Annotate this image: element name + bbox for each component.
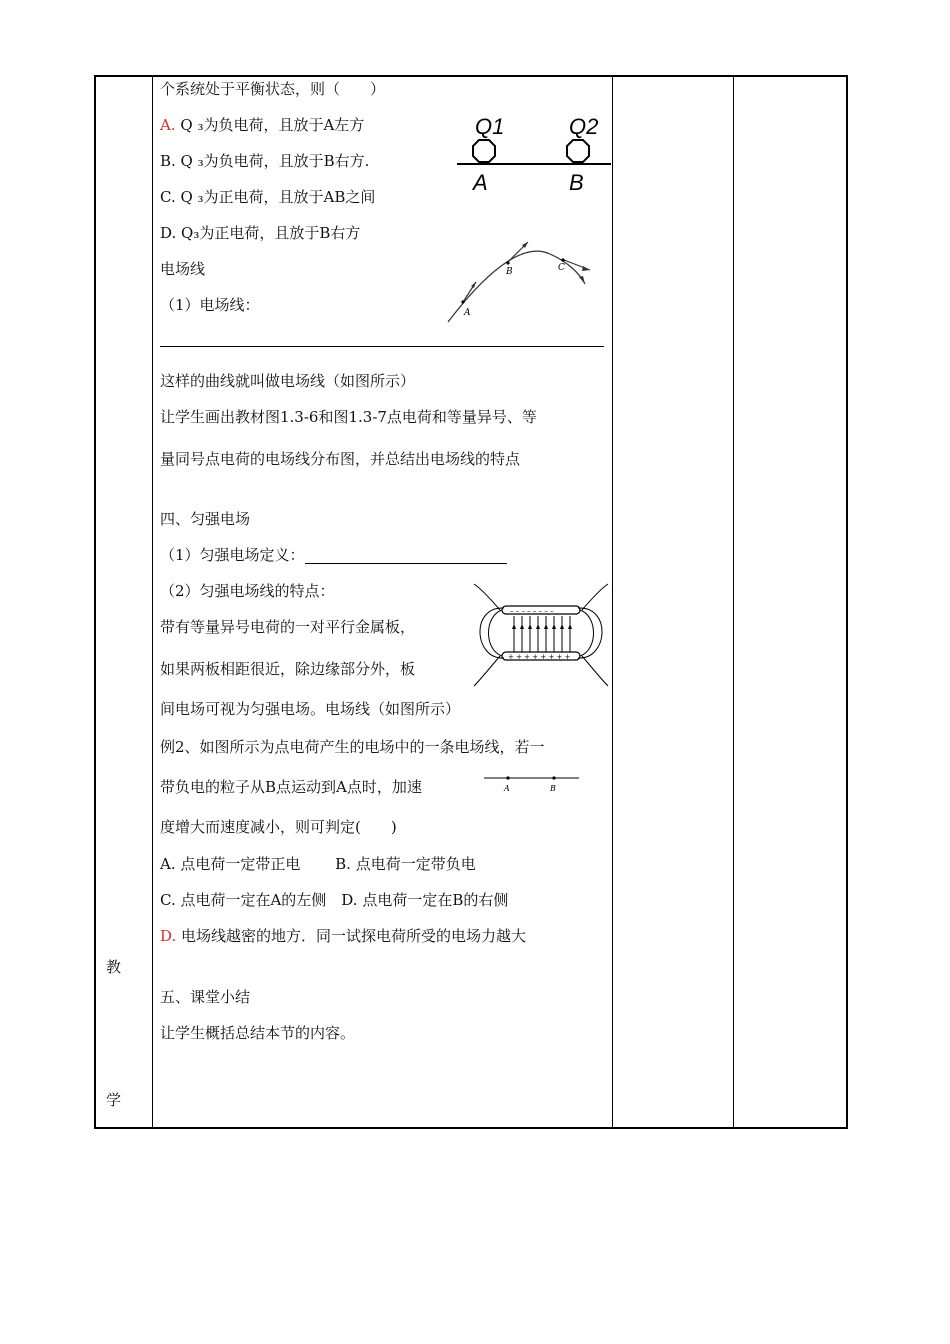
charge-b-ball (567, 140, 589, 162)
uniform-field-arrows (512, 624, 572, 629)
plate-line-2: 如果两板相距很近，除边缘部分外，板 (160, 660, 416, 678)
example-2-line-2: 带负电的粒子从B点运动到A点时，加速 (160, 778, 422, 796)
field-line-heading: 电场线 (160, 260, 206, 278)
intro-line: 个系统处于平衡状态，则（ ） (160, 80, 386, 98)
q2-label: Q2 (569, 114, 599, 139)
arrow-c (582, 266, 590, 271)
edge-field-lines (474, 584, 608, 686)
curve-label-b: B (506, 267, 513, 277)
plate-line-3: 间电场可视为匀强电场。电场线（如图所示） (160, 700, 461, 718)
uniform-field-definition (160, 546, 507, 564)
curve-label-a: A (464, 308, 471, 318)
side-char-jiao: 教 (106, 958, 122, 976)
curved-field-line-figure (440, 230, 600, 330)
option-c: C. Q ₃为正电荷，且放于AB之间 (160, 188, 376, 206)
negative-signs: – – – – – – – – (510, 607, 554, 615)
straight-field-line-figure (484, 770, 584, 796)
example-2-options-ab: A. 点电荷一定带正电 B. 点电荷一定带负电 (160, 855, 476, 873)
point-b-label: B (569, 170, 584, 195)
answer-line (160, 346, 604, 347)
dot-b (506, 261, 509, 264)
parallel-plates-figure (470, 580, 610, 690)
option-a-letter: A. (160, 116, 176, 134)
uniform-field-feature: （2）匀强电场线的特点： (160, 582, 335, 600)
point-a-label: A (473, 170, 488, 195)
side-char-xue: 学 (106, 1091, 122, 1109)
section-4-title: 四、匀强电场 (160, 510, 251, 528)
option-a (160, 116, 364, 134)
q1-label: Q1 (475, 114, 505, 139)
column-divider-3 (733, 75, 734, 1129)
positive-signs: + + + + + + + + (508, 653, 571, 661)
option-b: B. Q ₃为负电荷，且放于B右方. (160, 152, 370, 170)
example-2-line-1: 例2、如图所示为点电荷产生的电场中的一条电场线，若一 (160, 738, 545, 756)
section-5-title: 五、课堂小结 (160, 988, 251, 1006)
column-divider-1 (152, 75, 153, 1129)
plate-line-1: 带有等量异号电荷的一对平行金属板， (160, 618, 416, 636)
line-dot-a (506, 776, 509, 779)
example-2-note-letter: D. (160, 927, 177, 945)
option-d: D. Q₃为正电荷，且放于B右方 (160, 224, 361, 242)
dot-a (461, 300, 464, 303)
column-divider-2 (612, 75, 613, 1129)
curve-label-c: C (558, 263, 565, 273)
arrow-a (471, 282, 476, 288)
two-charges-figure (455, 110, 615, 195)
task-line-1: 让学生画出教材图1.3-6和图1.3-7点电荷和等量异号、等 (160, 408, 537, 426)
uniform-field-lines (514, 616, 570, 652)
line-label-b: B (550, 784, 556, 793)
field-line-item: （1）电场线： (160, 296, 260, 314)
line-dot-b (552, 776, 555, 779)
uniform-def-label: （1）匀强电场定义： (160, 546, 305, 564)
summary-line: 让学生概括总结本节的内容。 (160, 1024, 356, 1042)
fill-blank (305, 549, 507, 564)
example-2-note (160, 927, 526, 945)
line-label-a: A (504, 784, 510, 793)
curve-intro: 这样的曲线就叫做电场线（如图所示） (160, 372, 416, 390)
arrow-end (579, 276, 585, 284)
example-2-options-cd: C. 点电荷一定在A的左侧 D. 点电荷一定在B的右侧 (160, 891, 509, 909)
example-2-note-text: 电场线越密的地方．同一试探电荷所受的电场力越大 (176, 927, 527, 945)
task-line-2: 量同号点电荷的电场线分布图，并总结出电场线的特点 (160, 450, 521, 468)
option-a-text: Q ₃为负电荷，且放于A左方 (175, 116, 365, 134)
charge-a-ball (473, 140, 495, 162)
example-2-line-3: 度增大而速度减小，则可判定( ) (160, 818, 397, 836)
dot-c (561, 258, 564, 261)
